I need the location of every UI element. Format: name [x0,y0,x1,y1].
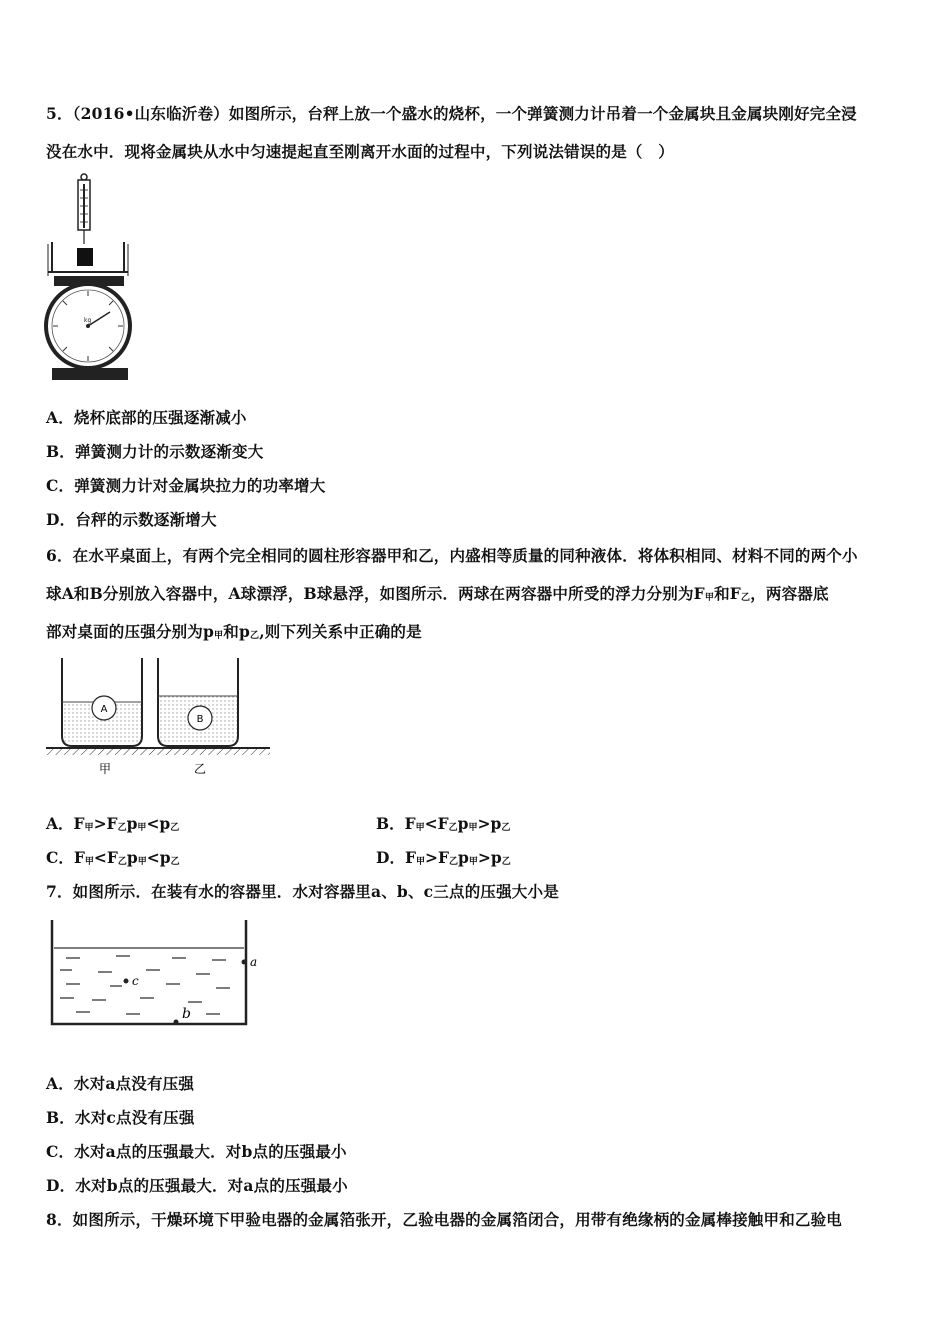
q5-stem-line2: 没在水中．现将金属块从水中匀速提起直至刚离开水面的过程中，下列说法错误的是（ ） [46,142,675,161]
q6-option-c[interactable]: C．$F_甲<F_乙p_甲<p_乙$ [46,848,180,867]
q7-option-b[interactable]: B．水对c点没有压强 [46,1108,195,1127]
q6-option-d[interactable]: D．$F_甲>F_乙p_甲>p_乙$ [376,848,511,867]
q5-option-d[interactable]: D．台秤的示数逐渐增大 [46,510,217,529]
spring-scale [78,174,90,244]
point-a [242,960,247,965]
dial-unit-label: kg [84,317,92,324]
label-yi: 乙 [194,762,207,776]
container-yi [158,658,238,746]
q8-stem-line1: 8．如图所示，干燥环境下甲验电器的金属箔张开，乙验电器的金属箔闭合，用带有绝缘柄的金属棒接触甲和乙验电 [46,1210,842,1229]
ball-a-label: A [100,704,108,715]
q7-option-a[interactable]: A．水对a点没有压强 [46,1074,195,1093]
q5-figure-scale-diagram [44,172,136,384]
q5-stem-line1: 5．（2016•山东临沂卷）如图所示，台秤上放一个盛水的烧杯，一个弹簧测力计吊着一个金属块且金属块刚好完全浸 [46,104,857,123]
q6-stem-line1: 6．在水平桌面上，有两个完全相同的圆柱形容器甲和乙，内盛相等质量的同种液体．将体积相同、材料不同的两个小 [46,546,858,565]
point-b-label: b [182,1006,191,1022]
q6-stem-line3: 部对桌面的压强分别为$p_甲$和$p_乙$,则下列关系中正确的是 [46,622,422,641]
scale-base [52,368,128,380]
q6-option-b[interactable]: B．$F_甲<F_乙p_甲>p_乙$ [376,814,511,833]
water-dashes [60,956,230,1014]
q5-option-c[interactable]: C．弹簧测力计对金属块拉力的功率增大 [46,476,326,495]
q6-stem-line2: 球A和B分别放入容器中，A球漂浮，B球悬浮，如图所示．两球在两容器中所受的浮力分别为$F_甲$和$F_乙$，两容器底 [46,584,829,603]
label-jia: 甲 [99,762,112,776]
point-c [124,979,129,984]
q6-option-a[interactable]: A．$F_甲>F_乙p_甲<p_乙$ [46,814,180,833]
point-a-label: a [250,955,258,969]
point-c-label: c [132,974,139,988]
point-b [174,1020,179,1025]
q7-figure-water-container [46,918,266,1030]
water-container [52,920,246,1024]
metal-block [77,248,93,266]
q7-stem-line1: 7．如图所示．在装有水的容器里．水对容器里a、b、c三点的压强大小是 [46,882,559,901]
q7-option-c[interactable]: C．水对a点的压强最大．对b点的压强最小 [46,1142,347,1161]
q6-figure-containers [44,656,274,778]
q5-option-b[interactable]: B．弹簧测力计的示数逐渐变大 [46,442,264,461]
q5-option-a[interactable]: A．烧杯底部的压强逐渐减小 [46,408,247,427]
q7-option-d[interactable]: D．水对b点的压强最大．对a点的压强最小 [46,1176,348,1195]
ball-b-label: B [196,714,204,725]
